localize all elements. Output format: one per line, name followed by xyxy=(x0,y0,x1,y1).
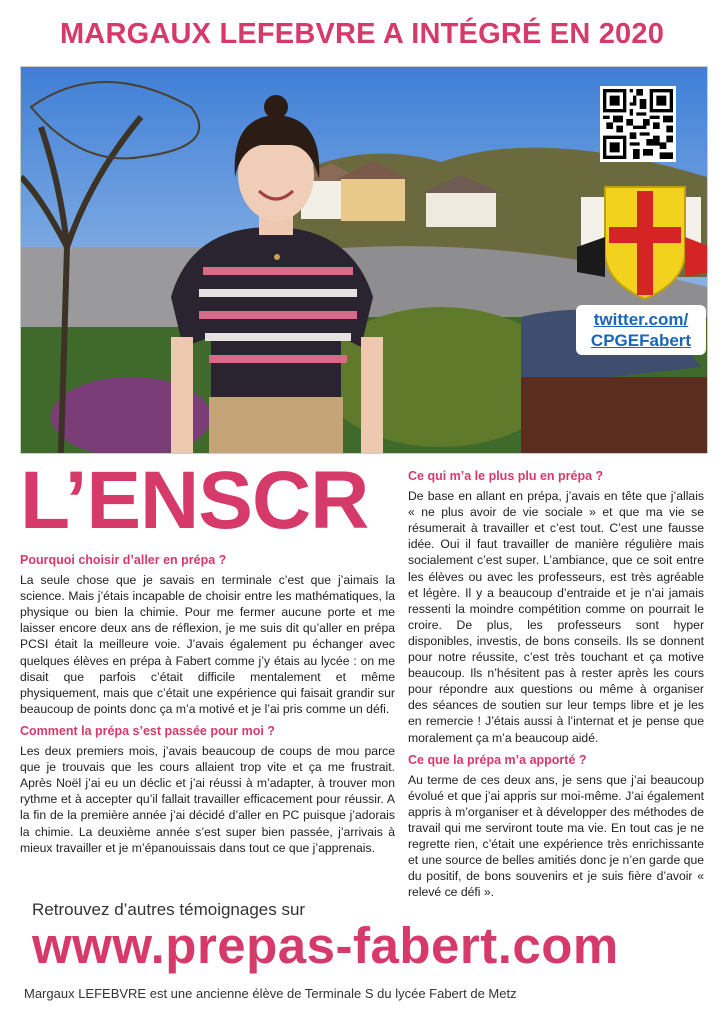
website-link[interactable]: www.prepas-fabert.com xyxy=(32,917,619,974)
question-what-liked: Ce qui m’a le plus plu en prépa ? xyxy=(408,469,604,483)
answer-how-it-went: Les deux premiers mois, j’avais beaucoup de coups de mou parce que je trouvais que les cours allaient trop vite et ça me frustrait. Après Noël j’ai eu un déclic et j’ai réussi à m’adapter, à trouver mon rythme et à accepter qu’il fallait travailler efficacement pour réussir. A la fin de la première année j’ai décidé d’aller en PC puisque j’adorais la chimie. La deuxième année s’est super bien passée, j’arrivais à mieux travailler et je m’épanouissais dans tout ce que j’apprenais. xyxy=(20,744,395,855)
more-testimonials-text: Retrouvez d’autres témoignages sur xyxy=(32,900,306,919)
right-column xyxy=(408,468,704,906)
footer-note: Margaux LEFEBVRE est une ancienne élève de Terminale S du lycée Fabert de Metz xyxy=(24,986,517,1001)
twitter-line2[interactable]: CPGEFabert xyxy=(590,331,692,350)
school-name: L’ENSCR xyxy=(20,455,369,546)
answer-what-liked: De base en allant en prépa, j’avais en tête que j’allais « ne plus avoir de vie sociale » et que ma vie se résumerait à travailler et c’est tout. C’est une fausse idée. Oui il faut travailler de manière régulière mais socialement c’est super. L’ambiance, que ce soit entre les élèves ou avec les professeurs, est très agréable et légère. Il y a beaucoup d’entraide et je n’ai jamais ressenti la moindre compétition comme on pourrait le croire. De plus, les professeurs sont hyper disponibles, investis, de bons conseils. Ils se donnent pour notre réussite, c’est très touchant et ça motive beaucoup. Ils n’hésitent pas à rester après les cours pour répondre aux questions ou même à organiser des séances de soutien sur leur temps libre et je les en remercie ! J’étais aussi à l’internat et je pense que moralement ça m’a beaucoup aidé. xyxy=(408,489,704,745)
answer-why-prepa: La seule chose que je savais en terminale c’est que j’aimais la science. Mais j’étais incapable de choisir entre les mathématiques, la physique ou bien la chimie. Pour me fermer aucune porte et me laisser encore deux ans de réflexion, je me suis dit qu’aller en prépa PCSI était la meilleure voie. J’avais également pu échanger avec quelques élèves en prépa à Fabert comme j’y étais au lycée : on me disait que parfois c’était difficile mentalement et même physiquement, mais que c’était une expérience qui faisait grandir sur beaucoup de points donc ça m’a motivé et je l’ai pris comme un défi. xyxy=(20,573,395,716)
left-column xyxy=(20,552,395,862)
twitter-link[interactable] xyxy=(576,305,706,355)
question-how-it-went: Comment la prépa s’est passée pour moi ? xyxy=(20,723,275,738)
question-why-prepa: Pourquoi choisir d’aller en prépa ? xyxy=(20,553,227,567)
page-title: MARGAUX LEFEBVRE A INTÉGRÉ EN 2020 xyxy=(59,18,665,50)
qr-code-icon[interactable] xyxy=(600,86,676,162)
twitter-line1[interactable]: twitter.com/ xyxy=(593,310,689,329)
answer-what-brought: Au terme de ces deux ans, je sens que j’ai beaucoup évolué et que j’ai appris sur moi-même. J’ai également appris à m’organiser et à développer des méthodes de travail qui me serviront toute ma vie. En tout cas je ne regrette rien, c’était une expérience très enrichissante et une source de belles amitiés donc je n’en garde que du positif, de bons souvenirs et je suis fière d’avoir « relevé ce défi ». xyxy=(408,772,704,900)
question-what-brought: Ce que la prépa m’a apporté ? xyxy=(408,752,587,767)
